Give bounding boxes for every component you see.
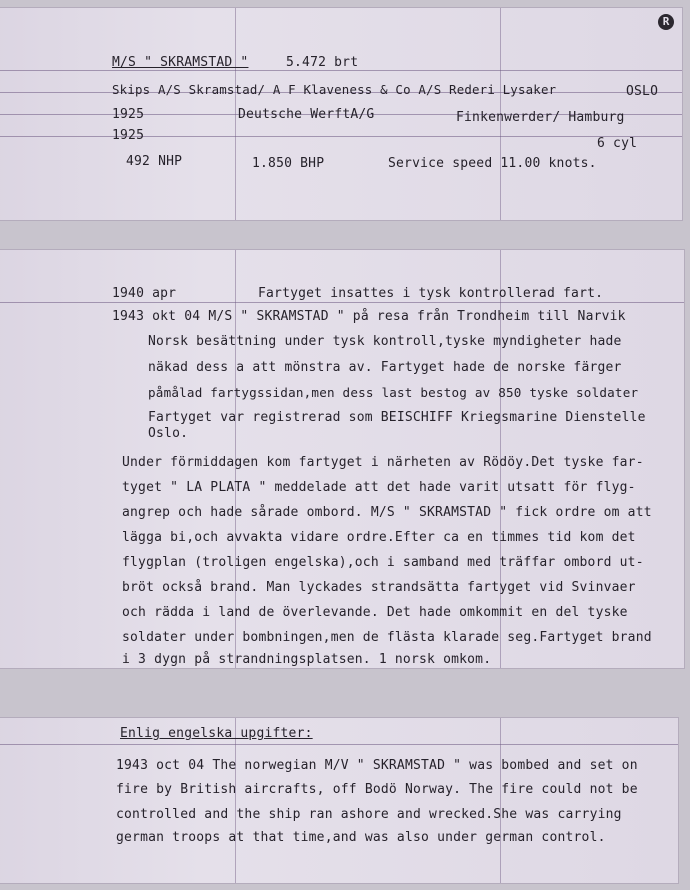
build-year: 1925	[112, 107, 145, 122]
ship-owner: Skips A/S Skramstad/ A F Klaveness & Co A/S Rederi Lysaker	[112, 82, 557, 97]
history-line: Oslo.	[148, 426, 189, 441]
history-line: angrep och hade sårade ombord. M/S " SKRAMSTAD " fick ordre om att	[122, 505, 652, 520]
ship-tonnage: 5.472 brt	[286, 55, 359, 70]
entry-date: 1940 apr	[112, 286, 177, 301]
history-line: i 3 dygn på strandningsplatsen. 1 norsk omkom.	[122, 652, 492, 667]
entry-text: Fartyget insattes i tysk kontrollerad fart.	[258, 286, 604, 301]
history-line: påmålad fartygssidan,men dess last bestog av 850 tyske soldater	[148, 385, 639, 400]
card-rule	[0, 302, 684, 303]
corner-mark: R	[658, 14, 674, 30]
build-place: Finkenwerder/ Hamburg	[456, 110, 625, 125]
card-rule	[0, 136, 682, 137]
history-line: Norsk besättning under tysk kontroll,tyske myndigheter hade	[148, 334, 622, 349]
history-line: flygplan (troligen engelska),och i samband med träffar ombord ut-	[122, 555, 644, 570]
card-rule	[0, 70, 682, 71]
history-line: näkad dess a att mönstra av. Fartyget hade de norske färger	[148, 360, 622, 375]
card-margin-line	[235, 718, 236, 883]
engine-nhp: 492 NHP	[126, 154, 183, 169]
history-line: tyget " LA PLATA " meddelade att det hade varit utsatt för flyg-	[122, 480, 636, 495]
history-line: 1943 okt 04 M/S " SKRAMSTAD " på resa från Trondheim till Narvik	[112, 309, 626, 324]
english-line: controlled and the ship ran ashore and wrecked.She was carrying	[116, 807, 622, 822]
english-line: german troops at that time,and was also under german control.	[116, 830, 606, 845]
history-line: lägga bi,och avvakta vidare ordre.Efter ca en timmes tid kom det	[122, 530, 636, 545]
history-line: bröt också brand. Man lyckades strandsätta fartyget vid Svinvaer	[122, 580, 636, 595]
history-line: Under förmiddagen kom fartyget i närheten av Rödöy.Det tyske far-	[122, 455, 644, 470]
service-speed: Service speed 11.00 knots.	[388, 156, 597, 171]
history-line: soldater under bombningen,men de flästa klarade seg.Fartyget brand	[122, 630, 652, 645]
history-line: Fartyget var registrerad som BEISCHIFF Kriegsmarine Dienstelle	[148, 410, 646, 425]
card-margin-line	[235, 8, 236, 220]
owner-city: OSLO	[626, 84, 659, 99]
ship-particulars-card	[0, 8, 682, 220]
engine-bhp: 1.850 BHP	[252, 156, 325, 171]
card-rule	[0, 744, 678, 745]
history-line: och rädda i land de överlevande. Det hade omkommit en del tyske	[122, 605, 628, 620]
engine-year: 1925	[112, 128, 145, 143]
ship-name: M/S " SKRAMSTAD "	[112, 55, 249, 70]
english-line: fire by British aircrafts, off Bodö Norway. The fire could not be	[116, 782, 638, 797]
shipbuilder: Deutsche WerftA/G	[238, 107, 375, 122]
card-margin-line	[500, 718, 501, 883]
english-sources-card	[0, 718, 678, 883]
english-line: 1943 oct 04 The norwegian M/V " SKRAMSTAD " was bombed and set on	[116, 758, 638, 773]
history-card	[0, 250, 684, 668]
card-heading: Enlig engelska upgifter:	[120, 726, 313, 741]
engine-cylinders: 6 cyl	[597, 136, 638, 151]
